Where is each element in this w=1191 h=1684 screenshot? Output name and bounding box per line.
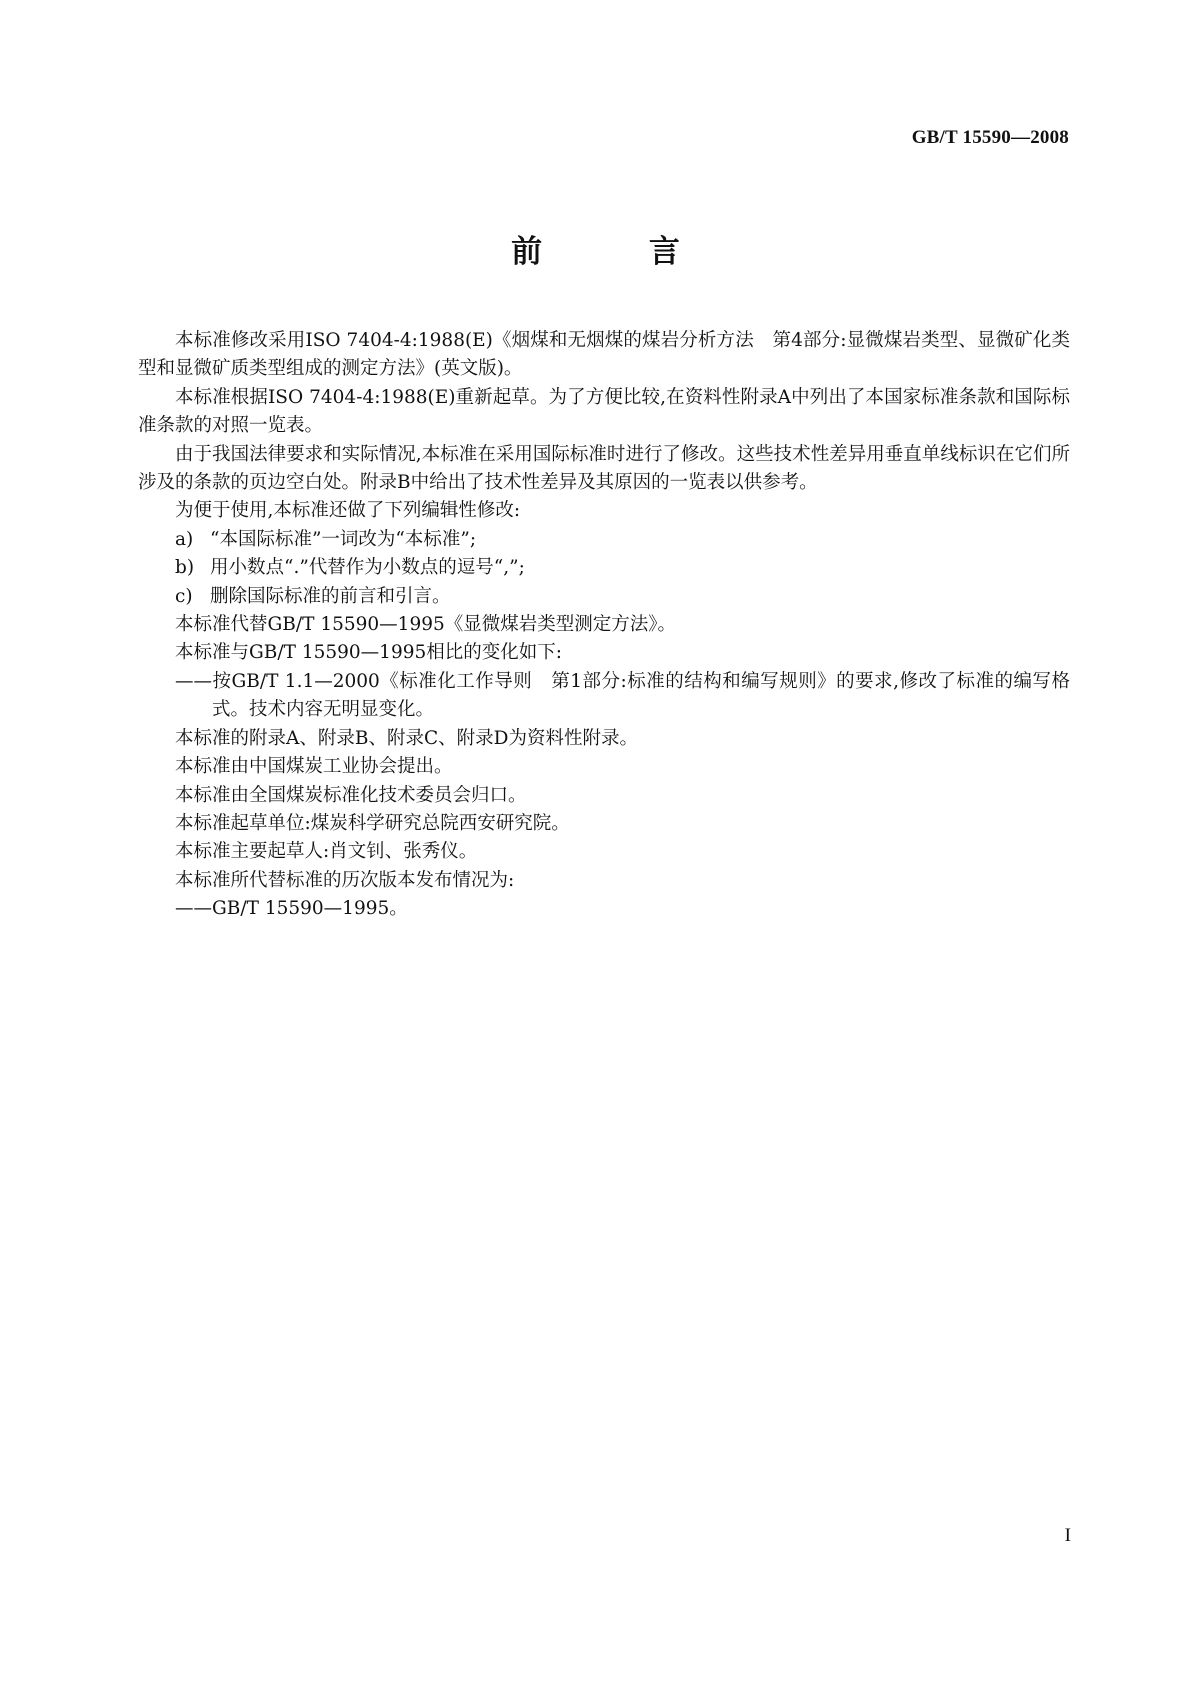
list-item-mark: a) — [175, 528, 194, 550]
page-title: 前 言 — [511, 234, 728, 270]
list-item — [138, 554, 1070, 582]
paragraph-drafting-unit: 本标准起草单位:煤炭科学研究总院西安研究院。 — [175, 812, 570, 834]
list-item-mark: b) — [175, 557, 195, 579]
list-item-mark: c) — [175, 585, 193, 607]
dash-mark: —— — [175, 670, 212, 692]
list-item-text: “本国际标准”一词改为“本标准”; — [210, 528, 477, 550]
change-item-text: 按GB/T 1.1—2000《标准化工作导则 第1部分:标准的结构和编写规则》的要求,修改了标准的编写格式。技术内容无明显变化。 — [212, 670, 1070, 721]
paragraph-drafters: 本标准主要起草人:肖文钊、张秀仪。 — [175, 841, 478, 863]
standard-code: GB/T 15590—2008 — [911, 127, 1069, 148]
paragraph-editorial-changes-intro: 为便于使用,本标准还做了下列编辑性修改: — [175, 500, 521, 522]
paragraph-technical-differences: 由于我国法律要求和实际情况,本标准在采用国际标准时进行了修改。这些技术性差异用垂直单线标识在它们所涉及的条款的页边空白处。附录B中给出了技术性差异及其原因的一览表以供参考。 — [138, 443, 1070, 494]
list-item — [138, 526, 1070, 554]
history-item-text: GB/T 15590—1995。 — [212, 898, 408, 920]
paragraph-adoption: 本标准修改采用ISO 7404-4:1988(E)《烟煤和无烟煤的煤岩分析方法 第4部分:显微煤岩类型、显微矿化类型和显微矿质类型组成的测定方法》(英文版)。 — [138, 330, 1070, 380]
list-item-text: 删除国际标准的前言和引言。 — [210, 585, 451, 607]
paragraph-annexes: 本标准的附录A、附录B、附录C、附录D为资料性附录。 — [175, 727, 638, 749]
paragraph-proposed-by: 本标准由中国煤炭工业协会提出。 — [175, 756, 453, 778]
paragraph-drafting-basis: 本标准根据ISO 7404-4:1988(E)重新起草。为了方便比较,在资料性附录A中列出了本国家标准条款和国际标准条款的对照一览表。 — [138, 386, 1070, 437]
list-item — [138, 583, 1070, 611]
dash-mark: —— — [175, 898, 212, 920]
page-number: I — [1064, 1525, 1071, 1546]
paragraph-history-intro: 本标准所代替标准的历次版本发布情况为: — [175, 869, 515, 891]
change-item — [138, 668, 1070, 725]
history-item — [138, 895, 1070, 923]
foreword-content — [138, 327, 1070, 924]
list-item-text: 用小数点“.”代替作为小数点的逗号“,”; — [210, 557, 525, 579]
paragraph-responsible-committee: 本标准由全国煤炭标准化技术委员会归口。 — [175, 784, 527, 806]
paragraph-replaces: 本标准代替GB/T 15590—1995《显微煤岩类型测定方法》。 — [175, 614, 677, 636]
paragraph-changes-intro: 本标准与GB/T 15590—1995相比的变化如下: — [175, 642, 562, 664]
